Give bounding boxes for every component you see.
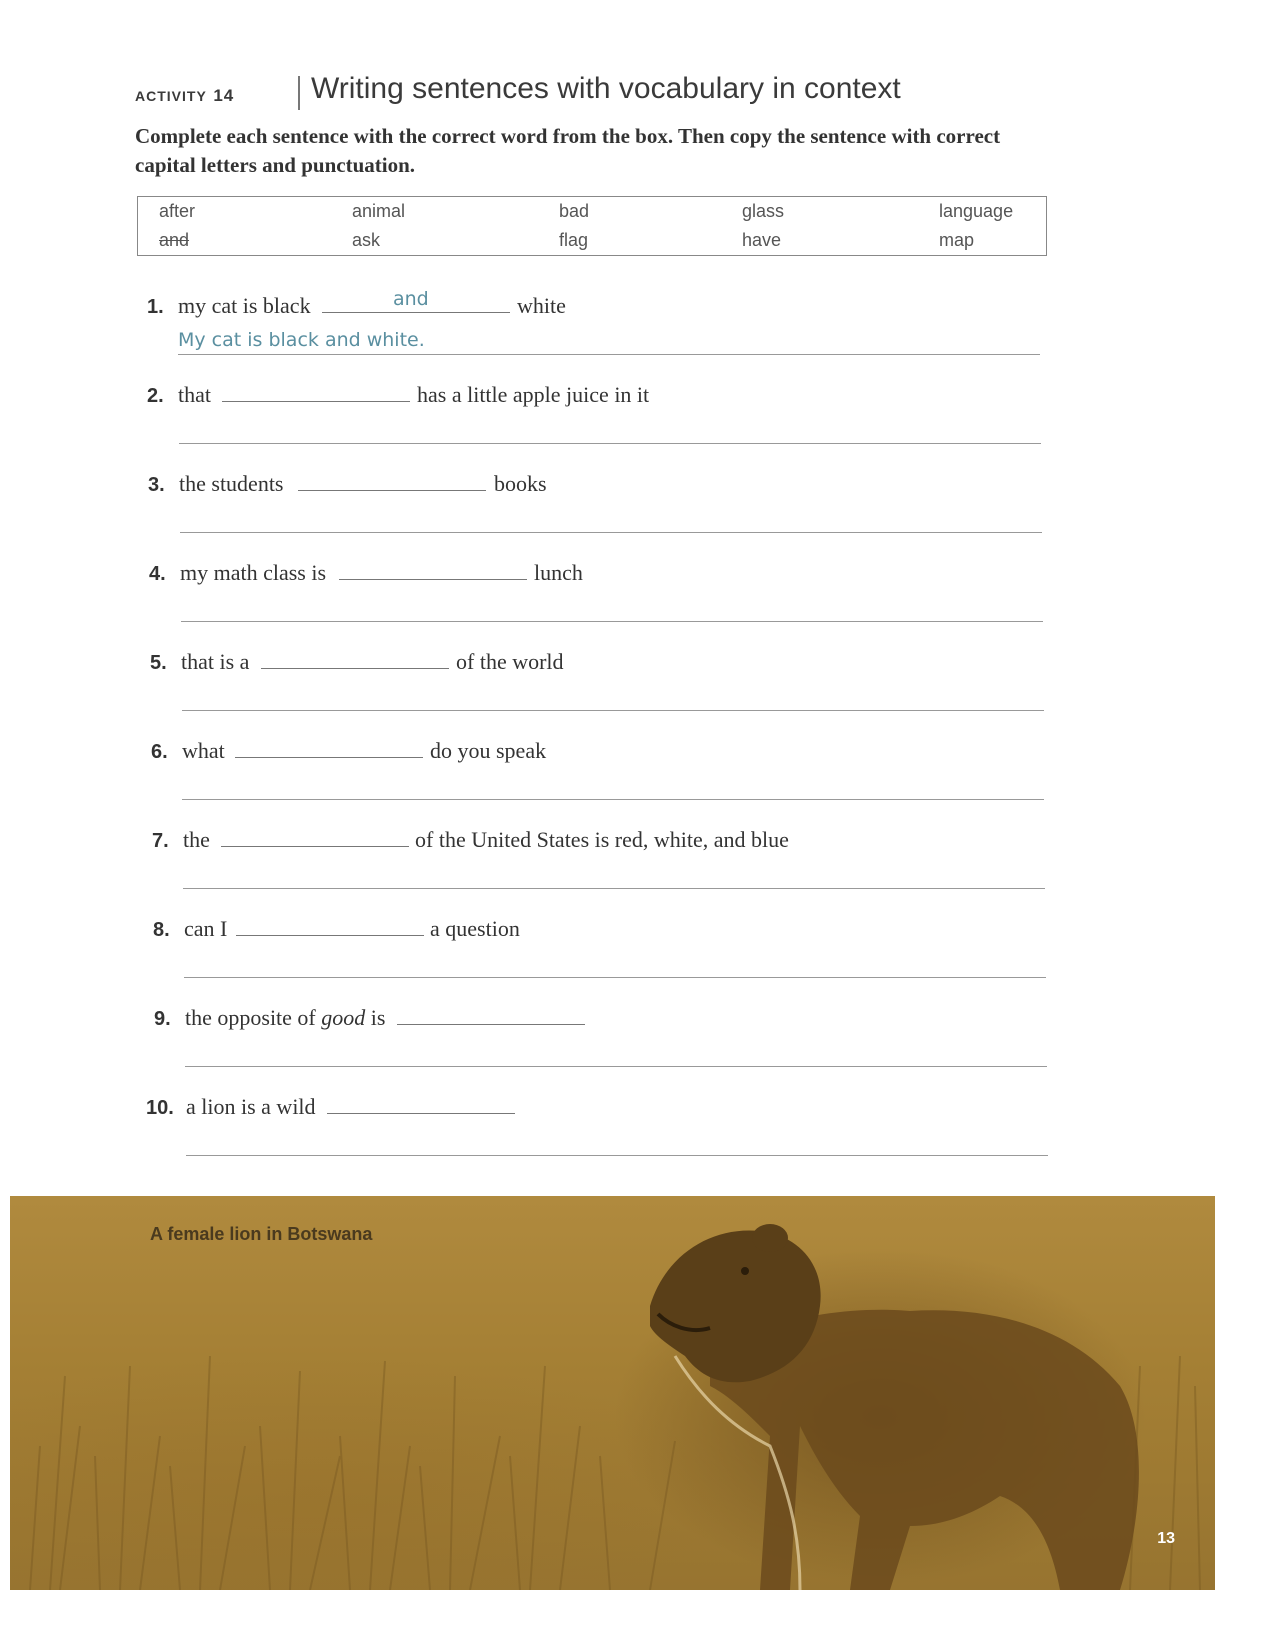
item-prompt-start: what: [182, 738, 225, 763]
item-prompt-start: my cat is black: [178, 293, 311, 318]
answer-blank[interactable]: [221, 846, 409, 847]
photo-caption: A female lion in Botswana: [150, 1224, 373, 1244]
item-prompt-part: is: [370, 1005, 386, 1030]
item-prompt-start: the students: [179, 471, 284, 496]
word-box-item: after: [159, 201, 196, 221]
answer-blank[interactable]: [236, 935, 424, 936]
item-prompt-start: [185, 1005, 385, 1031]
answer-blank[interactable]: [298, 490, 486, 491]
answer-blank[interactable]: [261, 668, 449, 669]
item-prompt-end: has a little apple juice in it: [417, 382, 650, 407]
word-box-item: bad: [559, 201, 590, 221]
word-box-item: flag: [559, 230, 589, 250]
copy-line[interactable]: [185, 1066, 1047, 1067]
answer-blank[interactable]: [397, 1024, 585, 1025]
activity-title: Writing sentences with vocabulary in context: [311, 72, 901, 105]
item-prompt-end: do you speak: [430, 738, 547, 763]
item-prompt-start: my math class is: [180, 560, 327, 585]
item-prompt-start: that: [178, 382, 211, 407]
copy-line[interactable]: [186, 1155, 1048, 1156]
word-box-item: language: [939, 201, 1014, 221]
word-box-item: animal: [352, 201, 406, 221]
instructions: Complete each sentence with the correct word from the box. Then copy the sentence with correct capital letters and punctuation.: [135, 124, 1001, 177]
lion-photo: [10, 1196, 1215, 1590]
lion-illustration: [10, 1196, 1215, 1590]
copy-line[interactable]: [180, 532, 1042, 533]
item-prompt-end: books: [494, 471, 547, 496]
item-prompt-start: a lion is a wild: [186, 1094, 316, 1119]
word-box-item: glass: [742, 201, 785, 221]
item-number: 9.: [154, 1008, 171, 1030]
header-divider: [298, 76, 300, 110]
answer-blank[interactable]: [327, 1113, 515, 1114]
item-prompt-end: of the world: [456, 649, 564, 674]
answer-blank[interactable]: [222, 401, 410, 402]
item-number: 2.: [147, 385, 164, 407]
answer-blank[interactable]: [322, 312, 510, 313]
item-prompt-end: lunch: [534, 560, 583, 585]
answer-blank[interactable]: [339, 579, 527, 580]
copied-sentence: My cat is black and white.: [178, 329, 425, 351]
activity-label: [135, 84, 234, 107]
item-number: 5.: [150, 652, 167, 674]
item-number: 4.: [149, 563, 166, 585]
copy-line[interactable]: [179, 443, 1041, 444]
copy-line[interactable]: [182, 799, 1044, 800]
item-number: 1.: [147, 296, 164, 318]
answer-blank[interactable]: [235, 757, 423, 758]
activity-header: [135, 72, 1135, 112]
word-box: [137, 196, 1047, 256]
item-prompt-end: a question: [430, 916, 520, 941]
item-prompt-italic: good: [321, 1005, 366, 1030]
word-box-item: have: [742, 230, 782, 250]
item-prompt-start: that is a: [181, 649, 250, 674]
item-prompt-start: can I: [184, 916, 228, 941]
item-prompt-part: the opposite of: [185, 1005, 316, 1030]
activity-label-word: activity: [135, 84, 207, 106]
word-box-item-crossed: and: [159, 230, 190, 250]
item-number: 7.: [152, 830, 169, 852]
activity-number: 14: [213, 86, 235, 105]
copy-line[interactable]: [181, 621, 1043, 622]
copy-line[interactable]: [178, 354, 1040, 355]
copy-line[interactable]: [183, 888, 1045, 889]
item-prompt-start: the: [183, 827, 210, 852]
answer-word: and: [393, 288, 429, 310]
word-box-item: map: [939, 230, 975, 250]
item-prompt-end: of the United States is red, white, and blue: [415, 827, 789, 852]
copy-line[interactable]: [184, 977, 1046, 978]
item-number: 6.: [151, 741, 168, 763]
item-prompt-end: white: [517, 293, 566, 318]
copy-line[interactable]: [182, 710, 1044, 711]
item-number: 3.: [148, 474, 165, 496]
item-number: 10.: [146, 1097, 174, 1119]
page-number: 13: [1157, 1530, 1175, 1547]
word-box-item: ask: [352, 230, 381, 250]
item-number: 8.: [153, 919, 170, 941]
